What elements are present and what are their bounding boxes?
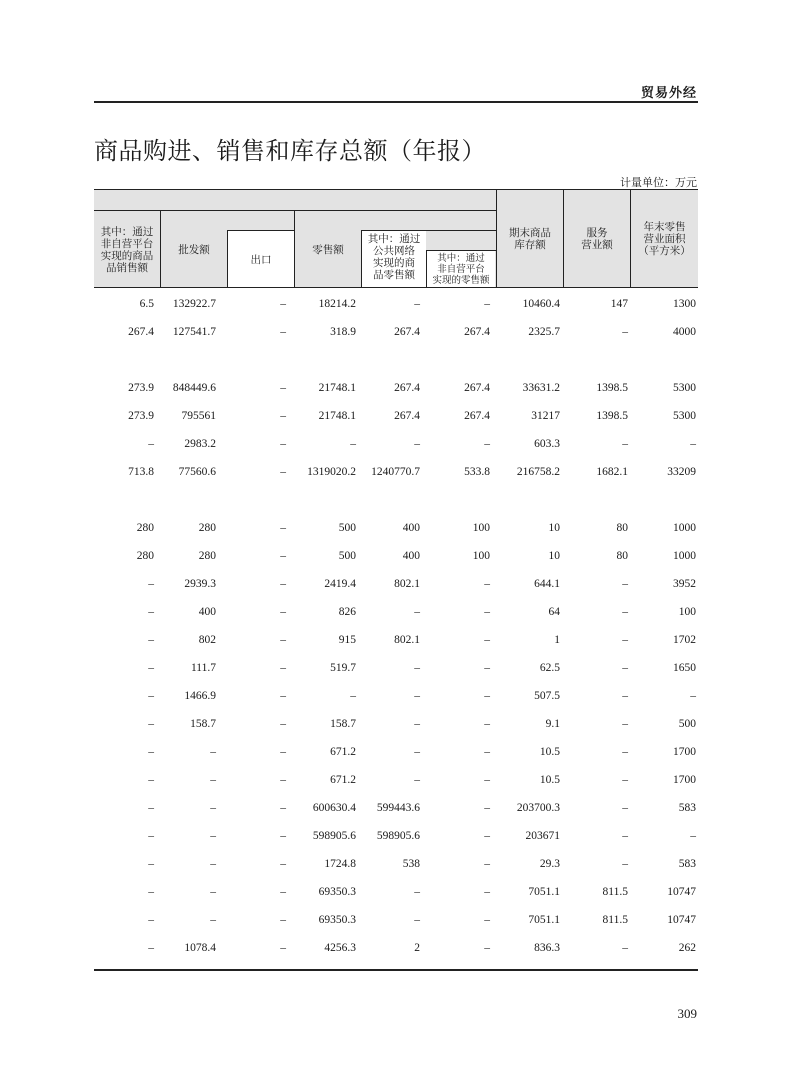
- table-cell: 519.7: [330, 662, 356, 674]
- table-cell: 538: [402, 858, 420, 870]
- table-cell: –: [210, 914, 216, 926]
- section-label: 贸易外经: [640, 86, 697, 101]
- table-row: [94, 884, 698, 904]
- table-cell: 400: [198, 606, 216, 618]
- table-cell: –: [484, 298, 490, 310]
- table-cell: –: [280, 746, 286, 758]
- table-cell: 267.4: [394, 326, 420, 338]
- table-cell: 1319020.2: [307, 466, 356, 478]
- table-row: [94, 296, 698, 316]
- table-cell: –: [280, 326, 286, 338]
- table-cell: 1398.5: [596, 382, 628, 394]
- table-cell: 1466.9: [184, 690, 216, 702]
- table-cell: 7051.1: [528, 886, 560, 898]
- table-cell: –: [148, 718, 154, 730]
- table-row: [94, 660, 698, 680]
- table-cell: 62.5: [539, 662, 560, 674]
- table-cell: 21748.1: [318, 382, 356, 394]
- table-row: [94, 716, 698, 736]
- table-cell: 2325.7: [528, 326, 560, 338]
- table-row: [94, 912, 698, 932]
- header-service: 服务 营业额: [564, 189, 630, 288]
- table-cell: –: [622, 690, 628, 702]
- table-cell: 21748.1: [318, 410, 356, 422]
- table-cell: 216758.2: [516, 466, 560, 478]
- table-cell: 1724.8: [324, 858, 356, 870]
- header-platform-sales: 其中：通过 非自营平台 实现的商品 品销售额: [94, 211, 160, 288]
- table-cell: –: [414, 914, 420, 926]
- table-cell: –: [622, 438, 628, 450]
- bottom-rule: [94, 969, 698, 971]
- table-cell: 29.3: [539, 858, 560, 870]
- table-cell: 598905.6: [312, 830, 356, 842]
- table-cell: 1650: [673, 662, 696, 674]
- table-cell: 18214.2: [318, 298, 356, 310]
- table-cell: –: [484, 690, 490, 702]
- table-cell: 318.9: [330, 326, 356, 338]
- table-cell: –: [280, 466, 286, 478]
- table-cell: –: [280, 522, 286, 534]
- table-row: [94, 576, 698, 596]
- table-cell: 203671: [525, 830, 560, 842]
- table-cell: 100: [472, 522, 490, 534]
- top-rule: [94, 101, 698, 103]
- table-cell: –: [622, 634, 628, 646]
- table-row: [94, 828, 698, 848]
- table-cell: 600630.4: [312, 802, 356, 814]
- table-cell: –: [484, 802, 490, 814]
- table-cell: 598905.6: [376, 830, 420, 842]
- table-cell: 10460.4: [522, 298, 560, 310]
- table-cell: 1000: [673, 550, 696, 562]
- table-cell: –: [210, 802, 216, 814]
- table-cell: 158.7: [190, 718, 216, 730]
- unit-note: 计量单位：万元: [620, 176, 697, 189]
- table-cell: 127541.7: [172, 326, 216, 338]
- table-cell: –: [622, 718, 628, 730]
- table-cell: 583: [678, 802, 696, 814]
- table-cell: 111.7: [190, 662, 216, 674]
- table-cell: 267.4: [394, 382, 420, 394]
- table-cell: –: [210, 774, 216, 786]
- table-cell: –: [280, 690, 286, 702]
- table-cell: 1078.4: [184, 942, 216, 954]
- table-cell: 1000: [673, 522, 696, 534]
- table-cell: –: [148, 578, 154, 590]
- table-cell: 132922.7: [172, 298, 216, 310]
- table-cell: 267.4: [464, 382, 490, 394]
- table-cell: 273.9: [128, 382, 154, 394]
- table-cell: 1: [554, 634, 560, 646]
- table-cell: 203700.3: [516, 802, 560, 814]
- table-cell: 500: [338, 522, 356, 534]
- table-cell: 1398.5: [596, 410, 628, 422]
- table-cell: –: [280, 858, 286, 870]
- header-inventory: 期末商品 库存额: [497, 189, 563, 288]
- table-cell: –: [148, 830, 154, 842]
- table-cell: –: [148, 662, 154, 674]
- table-cell: 671.2: [330, 746, 356, 758]
- table-cell: –: [280, 634, 286, 646]
- table-cell: –: [280, 662, 286, 674]
- table-cell: –: [280, 410, 286, 422]
- table-cell: –: [148, 690, 154, 702]
- table-cell: 2: [414, 942, 420, 954]
- table-cell: 2419.4: [324, 578, 356, 590]
- header-export: 出口: [228, 231, 294, 288]
- table-cell: –: [280, 802, 286, 814]
- table-cell: –: [414, 606, 420, 618]
- table-cell: –: [280, 942, 286, 954]
- table-cell: –: [280, 438, 286, 450]
- table-cell: –: [280, 298, 286, 310]
- table-row: [94, 380, 698, 400]
- table-cell: 10.5: [539, 746, 560, 758]
- table-cell: 80: [616, 550, 628, 562]
- table-cell: –: [280, 914, 286, 926]
- table-cell: 400: [402, 522, 420, 534]
- table-cell: –: [414, 438, 420, 450]
- table-cell: –: [280, 382, 286, 394]
- table-cell: –: [148, 914, 154, 926]
- table-cell: 33631.2: [522, 382, 560, 394]
- table-cell: –: [280, 550, 286, 562]
- table-cell: –: [210, 886, 216, 898]
- table-cell: 64: [548, 606, 560, 618]
- table-cell: 10747: [667, 914, 696, 926]
- table-cell: 507.5: [534, 690, 560, 702]
- table-cell: –: [280, 578, 286, 590]
- table-cell: –: [690, 438, 696, 450]
- table-cell: 533.8: [464, 466, 490, 478]
- table-cell: 267.4: [128, 326, 154, 338]
- table-cell: –: [350, 690, 356, 702]
- table-cell: 1240770.7: [371, 466, 420, 478]
- table-cell: –: [414, 774, 420, 786]
- table-cell: 1700: [673, 746, 696, 758]
- table-cell: 80: [616, 522, 628, 534]
- table-header: [94, 189, 698, 288]
- table-row: [94, 632, 698, 652]
- table-cell: –: [280, 886, 286, 898]
- table-cell: 795561: [181, 410, 216, 422]
- table-cell: –: [414, 718, 420, 730]
- table-cell: 603.3: [534, 438, 560, 450]
- table-cell: 10: [548, 550, 560, 562]
- table-cell: –: [622, 606, 628, 618]
- table-cell: –: [414, 746, 420, 758]
- table-cell: –: [280, 718, 286, 730]
- table-cell: 6.5: [139, 298, 154, 310]
- table-cell: 599443.6: [376, 802, 420, 814]
- table-cell: 671.2: [330, 774, 356, 786]
- table-cell: 4000: [673, 326, 696, 338]
- table-cell: 267.4: [394, 410, 420, 422]
- table-cell: –: [414, 298, 420, 310]
- table-cell: 836.3: [534, 942, 560, 954]
- table-cell: 262: [678, 942, 696, 954]
- table-cell: 500: [678, 718, 696, 730]
- table-cell: –: [622, 578, 628, 590]
- table-cell: 1300: [673, 298, 696, 310]
- table-cell: 583: [678, 858, 696, 870]
- table-cell: –: [484, 634, 490, 646]
- table-cell: –: [484, 578, 490, 590]
- table-cell: 31217: [531, 410, 560, 422]
- table-cell: 33209: [667, 466, 696, 478]
- table-cell: –: [148, 942, 154, 954]
- table-cell: 400: [402, 550, 420, 562]
- page-number: 309: [677, 1006, 697, 1021]
- table-cell: –: [280, 774, 286, 786]
- table-cell: –: [622, 774, 628, 786]
- table-cell: –: [484, 746, 490, 758]
- table-cell: 280: [136, 522, 154, 534]
- table-cell: 500: [338, 550, 356, 562]
- table-cell: –: [484, 830, 490, 842]
- table-cell: –: [414, 690, 420, 702]
- header-online-retail: 其中：通过 公共网络 实现的商 品零售额: [362, 231, 426, 288]
- table-cell: –: [484, 886, 490, 898]
- table-cell: –: [622, 830, 628, 842]
- table-cell: 644.1: [534, 578, 560, 590]
- table-cell: 3952: [673, 578, 696, 590]
- table-row: [94, 464, 698, 484]
- table-cell: 267.4: [464, 326, 490, 338]
- table-cell: –: [690, 830, 696, 842]
- table-cell: –: [484, 914, 490, 926]
- table-cell: 69350.3: [318, 886, 356, 898]
- table-row: [94, 408, 698, 428]
- table-cell: 100: [678, 606, 696, 618]
- table-cell: 826: [338, 606, 356, 618]
- table-cell: –: [622, 746, 628, 758]
- table-cell: –: [148, 802, 154, 814]
- table-cell: 713.8: [128, 466, 154, 478]
- table-cell: –: [350, 438, 356, 450]
- table-cell: –: [690, 690, 696, 702]
- table-cell: –: [414, 662, 420, 674]
- table-cell: –: [622, 662, 628, 674]
- table-cell: 811.5: [602, 886, 628, 898]
- table-cell: –: [148, 634, 154, 646]
- table-cell: –: [210, 830, 216, 842]
- table-row: [94, 744, 698, 764]
- table-cell: –: [210, 858, 216, 870]
- table-cell: 10747: [667, 886, 696, 898]
- table-cell: 69350.3: [318, 914, 356, 926]
- table-cell: –: [280, 830, 286, 842]
- table-cell: –: [148, 774, 154, 786]
- table-cell: 915: [338, 634, 356, 646]
- table-cell: –: [280, 606, 286, 618]
- table-cell: –: [622, 326, 628, 338]
- table-cell: –: [484, 942, 490, 954]
- table-cell: –: [622, 802, 628, 814]
- table-row: [94, 800, 698, 820]
- table-cell: 4256.3: [324, 942, 356, 954]
- table-cell: 802: [198, 634, 216, 646]
- table-cell: 10: [548, 522, 560, 534]
- table-cell: 1682.1: [596, 466, 628, 478]
- table-cell: 1700: [673, 774, 696, 786]
- table-cell: 848449.6: [172, 382, 216, 394]
- table-row: [94, 940, 698, 960]
- table-row: [94, 772, 698, 792]
- table-row: [94, 688, 698, 708]
- table-row: [94, 604, 698, 624]
- table-cell: 5300: [673, 410, 696, 422]
- table-cell: 7051.1: [528, 914, 560, 926]
- header-retail: 零售额: [295, 211, 361, 288]
- table-cell: 267.4: [464, 410, 490, 422]
- table-cell: 280: [198, 522, 216, 534]
- table-cell: –: [148, 438, 154, 450]
- table-cell: –: [484, 438, 490, 450]
- table-cell: –: [148, 746, 154, 758]
- table-cell: –: [484, 858, 490, 870]
- table-cell: –: [148, 886, 154, 898]
- header-wholesale: 批发额: [161, 211, 227, 288]
- table-cell: 273.9: [128, 410, 154, 422]
- table-row: [94, 324, 698, 344]
- header-platform-retail: 其中：通过 非自营平台 实现的零售额: [427, 251, 495, 288]
- table-cell: 811.5: [602, 914, 628, 926]
- table-cell: 100: [472, 550, 490, 562]
- table-row: [94, 856, 698, 876]
- table-cell: 5300: [673, 382, 696, 394]
- table-cell: 77560.6: [178, 466, 216, 478]
- table-cell: –: [622, 858, 628, 870]
- table-row: [94, 520, 698, 540]
- table-cell: –: [484, 718, 490, 730]
- table-cell: –: [622, 942, 628, 954]
- table-cell: 280: [136, 550, 154, 562]
- table-cell: 9.1: [545, 718, 560, 730]
- table-cell: –: [148, 858, 154, 870]
- header-area: 年末零售 营业面积 （平方米）: [631, 189, 698, 288]
- table-cell: –: [148, 606, 154, 618]
- table-cell: 10.5: [539, 774, 560, 786]
- table-row: [94, 436, 698, 456]
- table-cell: –: [210, 746, 216, 758]
- table-cell: 147: [610, 298, 628, 310]
- table-cell: –: [414, 886, 420, 898]
- table-cell: 280: [198, 550, 216, 562]
- table-cell: –: [484, 774, 490, 786]
- table-cell: 1702: [673, 634, 696, 646]
- table-cell: 802.1: [394, 634, 420, 646]
- table-cell: 2983.2: [184, 438, 216, 450]
- table-cell: –: [484, 662, 490, 674]
- table-cell: 2939.3: [184, 578, 216, 590]
- table-cell: 158.7: [330, 718, 356, 730]
- table-cell: –: [484, 606, 490, 618]
- table-cell: 802.1: [394, 578, 420, 590]
- table-row: [94, 548, 698, 568]
- page-title: 商品购进、销售和库存总额（年报）: [94, 137, 486, 165]
